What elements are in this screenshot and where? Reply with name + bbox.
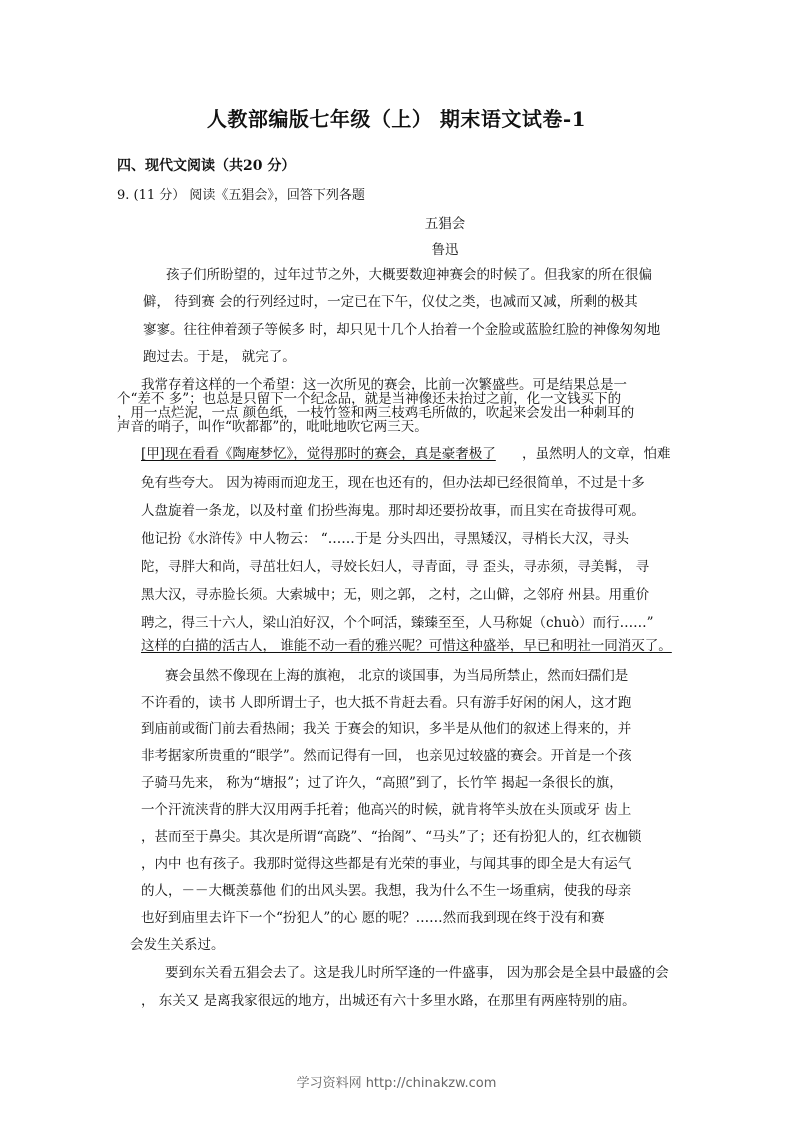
article-line: 僻， 待到赛 会的行列经过时，一定已在下午，仪仗之类，也减而又减，所剩的极其 bbox=[143, 294, 638, 310]
article-line: 声音的哨子，叫作“吹都都”的，吡吡地吹它两三天。 bbox=[117, 419, 428, 435]
article-line: 子骑马先来， 称为“塘报”；过了许久，“高照”到了，长竹竿 揭起一条很长的旗， bbox=[141, 775, 623, 791]
article-line: 个“差不 多”；也总是只留下一个纪念品，就是当神像还未抬过之前，化一文钱买下的 bbox=[117, 391, 622, 407]
article-line: 跑过去。于是， 就完了。 bbox=[143, 349, 296, 365]
article-line: 的人，－－大概羡慕他 们的出风头罢。我想，我为什么不生一场重病，使我的母亲 bbox=[141, 883, 632, 899]
article-line: 不许看的，读书 人即所谓士子，也大抵不肯赶去看。只有游手好闲的闲人，这才跑 bbox=[141, 695, 632, 711]
question-prompt: 9. (11 分） 阅读《五猖会》，回答下列各题 bbox=[117, 188, 365, 203]
article-line: 要到东关看五猖会去了。这是我儿时所罕逢的一件盛事， 因为那会是全县中最盛的会 bbox=[165, 965, 669, 981]
article-author: 鲁迅 bbox=[431, 242, 459, 258]
article-line: ，虽然明人的文章，怕难 bbox=[522, 446, 671, 462]
article-line: 他记扮《水浒传》中人物云： “……于是 分头四出，寻黑矮汉，寻梢长大汉，寻头 bbox=[141, 531, 629, 547]
article-line: ， 东关又 是离我家很远的地方，出城还有六十多里水路，在那里有两座特别的庙。 bbox=[141, 993, 636, 1009]
footer-watermark: 学习资料网 http://chinakzw.com bbox=[296, 1076, 497, 1091]
article-line: 会发生关系过。 bbox=[130, 937, 225, 953]
article-line: 聘之，得三十六人，梁山泊好汉，个个呵活，臻臻至至，人马称娖（chuò）而行……” bbox=[141, 615, 654, 631]
article-line: 到庙前或衙门前去看热闹；我关 于赛会的知识，多半是从他们的叙述上得来的，并 bbox=[141, 721, 632, 737]
article-line: 非考据家所贵重的“眼学”。然而记得有一回， 也亲见过较盛的赛会。开首是一个孩 bbox=[141, 748, 632, 764]
article-line: ，用一点烂泥，一点 颜色纸，一枝竹签和两三枝鸡毛所做的，吹起来会发出一种刺耳的 bbox=[117, 405, 635, 421]
article-line: 赛会虽然不像现在上海的旗袍， 北京的谈国事，为当局所禁止，然而妇孺们是 bbox=[165, 668, 629, 684]
underlined-passage-jia: [甲]现在看看《陶庵梦忆》，觉得那时的赛会，真是豪奢极了 bbox=[141, 446, 496, 462]
page-title: 人教部编版七年级（上） 期末语文试卷-1 bbox=[206, 107, 587, 131]
article-line: 黑大汉，寻赤脸长须。大索城中；无，则之郭， 之村，之山僻，之邻府 州县。用重价 bbox=[141, 587, 650, 603]
article-title: 五猖会 bbox=[424, 216, 466, 232]
article-line: 也好到庙里去许下一个“扮犯人”的心 愿的呢？……然而我到现在终于没有和赛 bbox=[141, 910, 605, 926]
article-line: 孩子们所盼望的，过年过节之外，大概要数迎神赛会的时候了。但我家的所在很偏 bbox=[166, 267, 652, 283]
article-line: 我常存着这样的一个希望：这一次所见的赛会，比前一次繁盛些。可是结果总是一 bbox=[141, 377, 627, 393]
article-line: ，甚而至于鼻尖。其次是所谓“高跷”、“抬阁”、“马头”了；还有扮犯人的，红衣枷锁 bbox=[141, 829, 642, 845]
article-line: 人盘旋着一条龙，以及村童 们扮些海鬼。那时却还要扮故事，而且实在奇拔得可观。 bbox=[141, 503, 645, 519]
section-heading: 四、现代文阅读（共20 分） bbox=[117, 158, 296, 174]
article-line: 一个汗流浃背的胖大汉用两手托着；他高兴的时候，就肯将竿头放在头顶或牙 齿上 bbox=[141, 802, 632, 818]
article-line: 寥寥。往往伸着颈子等候多 时，却只见十几个人抬着一个金脸或蓝脸红脸的神像匆匆地 bbox=[143, 322, 661, 338]
underlined-passage-end: 这样的白描的活古人， 谁能不动一看的雅兴呢？可惜这种盛举，早已和明社一同消灭了。 bbox=[141, 638, 672, 654]
article-line: 免有些夸大。 因为祷雨而迎龙王，现在也还有的，但办法却已经很简单，不过是十多 bbox=[141, 475, 645, 491]
article-line: ，内中 也有孩子。我那时觉得这些都是有光荣的事业，与闻其事的即全是大有运气 bbox=[141, 856, 632, 872]
article-line: 陀，寻胖大和尚，寻茁壮妇人，寻姣长妇人，寻青面，寻 歪头，寻赤须，寻美髯， 寻 bbox=[141, 559, 650, 575]
